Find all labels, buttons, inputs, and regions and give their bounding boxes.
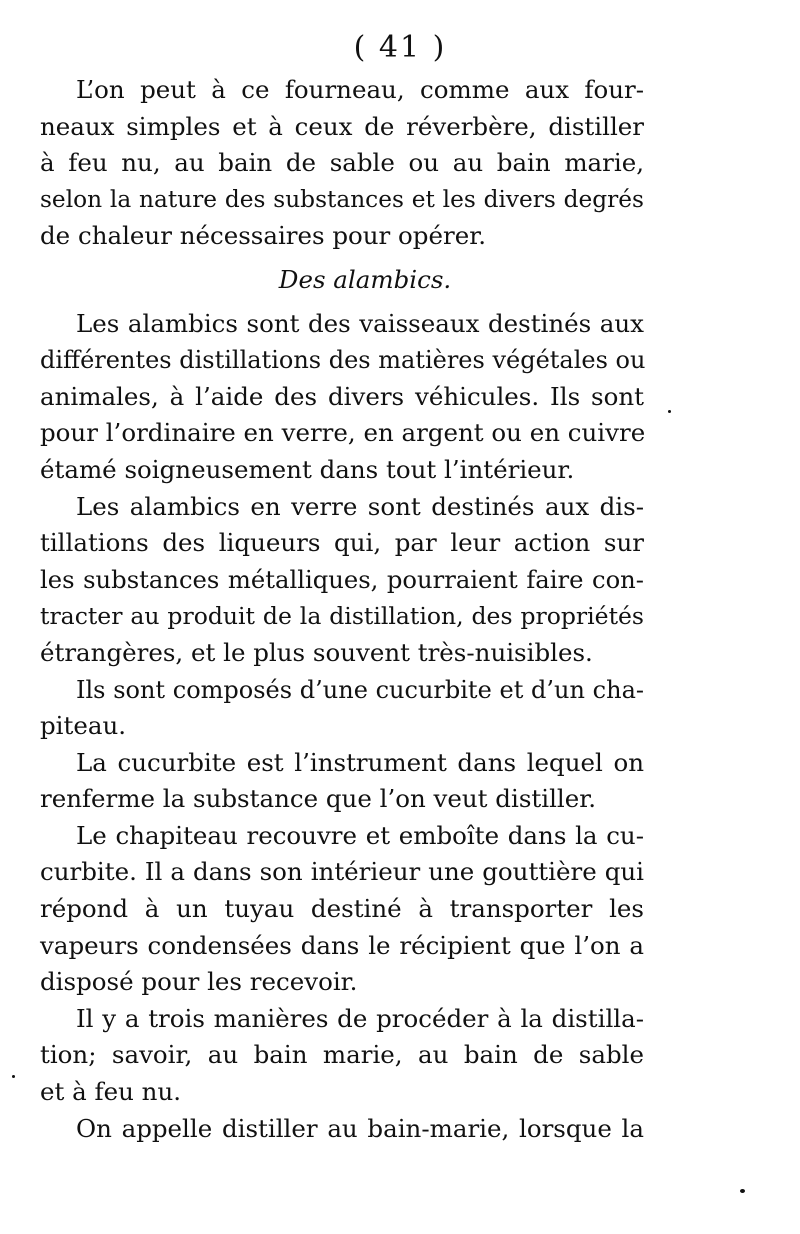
ink-speck-bottom [740, 1189, 745, 1193]
text-line: disposé pour les recevoir. [40, 967, 358, 997]
text-line: tion; savoir, au bain marie, au bain de sable [40, 1040, 644, 1070]
paragraph-manieres [40, 1001, 644, 1111]
text-line: animales, à l’aide des divers véhicules. Ils sont [40, 381, 644, 411]
text-line: Les alambics en verre sont destinés aux dis- [76, 491, 644, 521]
text-line: L’on peut à ce fourneau, comme aux four- [76, 75, 644, 104]
paragraph-fourneau [40, 72, 644, 255]
text-line: neaux simples et à ceux de réverbère, distiller [40, 111, 644, 141]
text-line: Le chapiteau recouvre et emboîte dans la cu- [76, 820, 644, 850]
text-line: renferme la substance que l’on veut distiller. [40, 784, 597, 814]
text-line: On appelle distiller au bain-marie, lorsque la [76, 1113, 644, 1143]
text-line: La cucurbite est l’instrument dans lequel on [76, 747, 644, 777]
text-line: les substances métalliques, pourraient faire con- [40, 564, 644, 594]
paragraph-alambics-verre [40, 489, 644, 672]
text-line: Les alambics sont des vaisseaux destinés aux [76, 308, 644, 338]
text-line: selon la nature des substances et les divers degrés [40, 185, 644, 213]
page-number: ( 41 ) [353, 30, 447, 65]
ink-speck-right [668, 410, 671, 413]
paragraph-bain-marie [40, 1111, 644, 1148]
text-line: curbite. Il a dans son intérieur une gouttière qui [40, 857, 644, 887]
paragraph-alambics-definition [40, 306, 644, 489]
text-line: répond à un tuyau destiné à transporter les [40, 894, 644, 924]
paragraph-chapiteau [40, 818, 644, 1001]
text-line: vapeurs condensées dans le récipient que l’on a [40, 930, 644, 960]
section-heading: Des alambics. [278, 264, 452, 294]
text-line: tracter au produit de la distillation, des propriétés [40, 602, 644, 631]
text-line: étamé soigneusement dans tout l’intérieur. [40, 454, 575, 484]
text-line: tillations des liqueurs qui, par leur action sur [40, 528, 644, 558]
text-line: Ils sont composés d’une cucurbite et d’un cha- [76, 675, 644, 704]
paragraph-composition [40, 672, 644, 745]
ink-speck-left [12, 1075, 15, 1078]
text-line: à feu nu, au bain de sable ou au bain marie, [40, 148, 644, 178]
page-body [40, 72, 644, 1147]
text-line: différentes distillations des matières végétales ou [40, 346, 646, 375]
text-line: et à feu nu. [40, 1077, 182, 1107]
text-line: piteau. [40, 711, 127, 741]
text-line: Il y a trois manières de procéder à la distilla- [76, 1003, 644, 1033]
text-line: pour l’ordinaire en verre, en argent ou en cuivre [40, 418, 646, 448]
text-line: de chaleur nécessaires pour opérer. [40, 221, 487, 251]
text-line: étrangères, et le plus souvent très-nuisibles. [40, 637, 593, 667]
paragraph-cucurbite [40, 745, 644, 818]
